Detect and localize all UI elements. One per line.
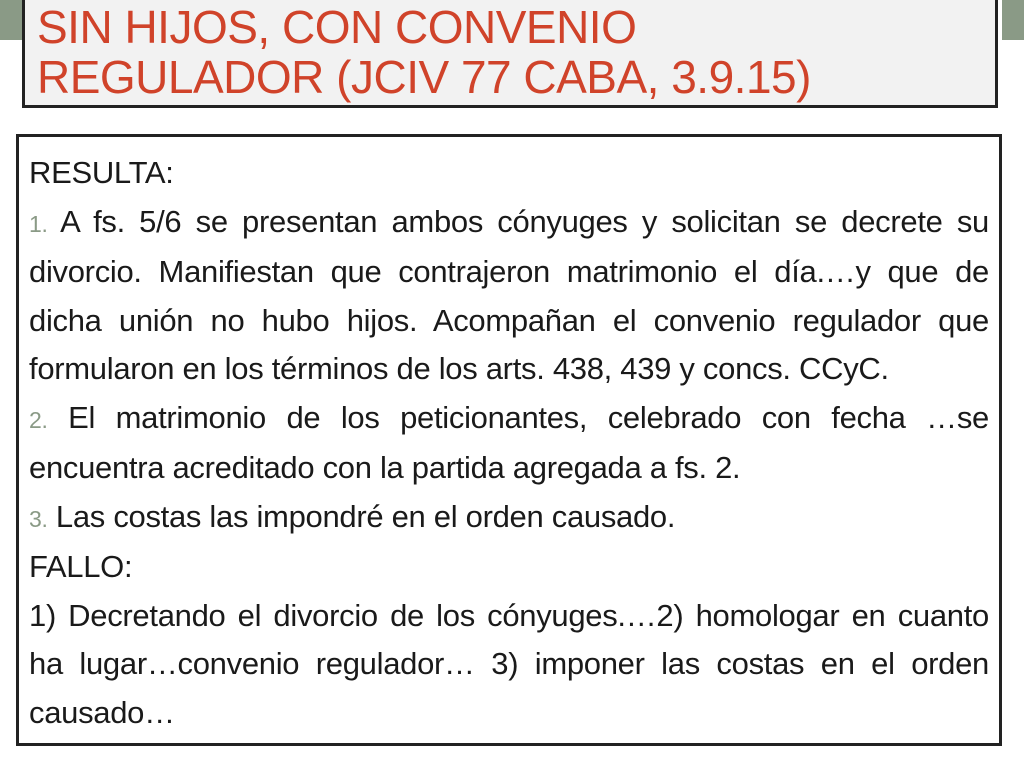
item-text: El matrimonio de los peticionantes, celebrado con fecha …se encuentra acreditado con la partida agregada a fs. 2. [29,399,989,485]
list-item [29,394,989,493]
decorative-accent-right [1002,0,1024,40]
decorative-accent-left [0,0,22,40]
fallo-text: 1) Decretando el divorcio de los cónyuges.…2) homologar en cuanto ha lugar…convenio regulador… 3) imponer las costas en el orden causado… [29,597,989,730]
title-line-2: REGULADOR (JCIV 77 CABA, 3.9.15) [37,51,811,103]
content-box [16,134,1002,746]
list-item [29,198,989,394]
item-text: Las costas las impondré en el orden causado. [55,498,676,534]
item-number: 2. [29,406,48,433]
item-number: 3. [29,505,48,532]
list-item [29,493,989,544]
title-line-1: SIN HIJOS, CON CONVENIO [37,1,637,53]
slide-title [37,2,995,102]
item-number: 1. [29,210,48,237]
item-text: A fs. 5/6 se presentan ambos cónyuges y solicitan se decrete su divorcio. Manifiestan que contrajeron matrimonio el día.…y que de dicha unión no hubo hijos. Acompañan el convenio regulador que formularon en los términos de los arts. 438, 439 y concs. CCyC. [29,203,990,386]
fallo-heading: FALLO: [29,549,133,584]
title-box [22,0,998,108]
resulta-heading: RESULTA: [29,155,174,190]
